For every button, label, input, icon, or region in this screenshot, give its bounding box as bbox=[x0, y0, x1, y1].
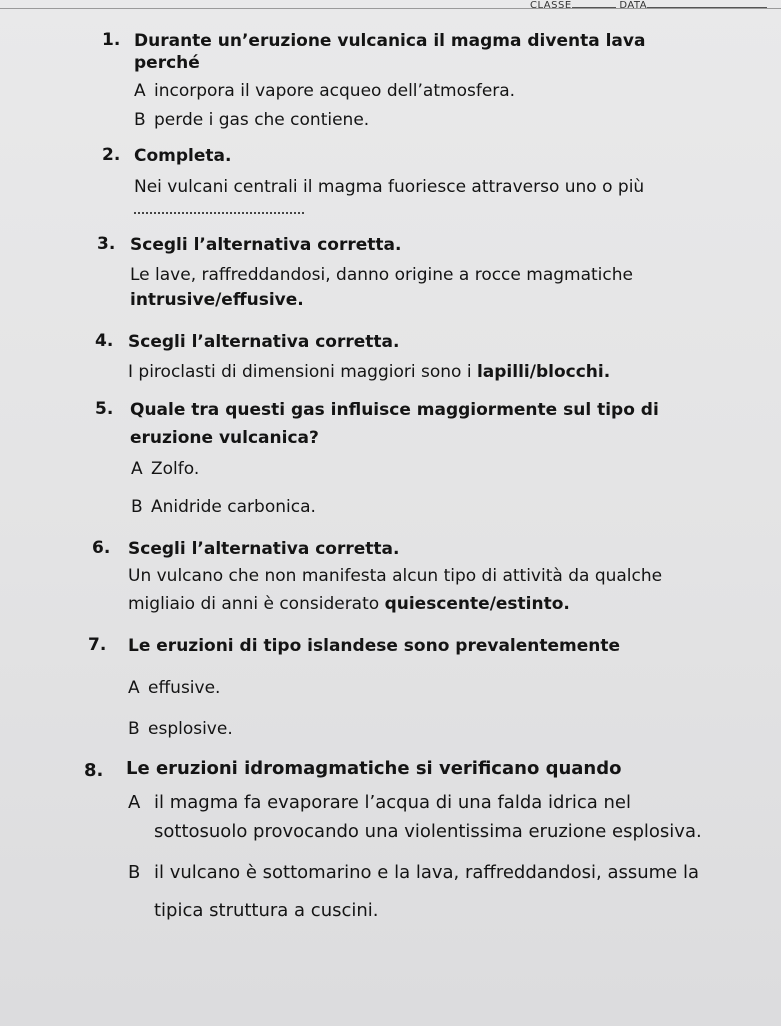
question-number: 7. bbox=[88, 635, 107, 655]
question-title-cont: eruzione vulcanica? bbox=[130, 428, 319, 448]
option-a bbox=[128, 677, 220, 699]
option-letter: B bbox=[128, 862, 141, 883]
option-text-cont: sottosuolo provocando una violentissima eruzione esplosiva. bbox=[154, 821, 702, 842]
answer-choice[interactable]: intrusive/effusive. bbox=[130, 290, 304, 310]
option-a bbox=[128, 791, 631, 815]
option-text: effusive. bbox=[148, 678, 221, 698]
question-body: Un vulcano che non manifesta alcun tipo di attività da qualche bbox=[128, 566, 663, 586]
question-title: Scegli l’alternativa corretta. bbox=[128, 332, 400, 352]
data-label: DATA bbox=[619, 0, 648, 11]
question-title: Scegli l’alternativa corretta. bbox=[128, 539, 400, 559]
option-letter: B bbox=[128, 719, 140, 739]
option-letter: A bbox=[128, 678, 140, 698]
option-text: Anidride carbonica. bbox=[151, 497, 316, 517]
option-text-cont: tipica struttura a cuscini. bbox=[154, 900, 379, 921]
option-a bbox=[134, 80, 515, 102]
classe-blank bbox=[572, 7, 616, 8]
option-text: esplosive. bbox=[148, 719, 233, 739]
option-text: incorpora il vapore acqueo dell’atmosfera. bbox=[154, 81, 516, 101]
data-blank bbox=[647, 7, 767, 8]
question-number: 8. bbox=[84, 760, 104, 781]
answer-choice[interactable]: quiescente/estinto. bbox=[384, 594, 570, 614]
question-number: 4. bbox=[95, 331, 114, 351]
question-body: Le lave, raffreddandosi, danno origine a rocce magmatiche bbox=[130, 265, 633, 285]
option-a bbox=[131, 458, 199, 480]
page-header bbox=[530, 0, 767, 11]
option-letter: B bbox=[134, 110, 146, 130]
option-text: perde i gas che contiene. bbox=[154, 110, 370, 130]
classe-label: CLASSE bbox=[530, 0, 572, 11]
option-b bbox=[128, 718, 233, 740]
option-b bbox=[131, 496, 316, 518]
question-title: Le eruzioni idromagmatiche si verificano quando bbox=[126, 758, 622, 779]
question-title-cont: perché bbox=[134, 53, 200, 73]
body-text: I piroclasti di dimensioni maggiori sono i bbox=[128, 362, 477, 382]
question-body-cont bbox=[128, 593, 570, 615]
option-letter: B bbox=[131, 497, 143, 517]
option-text: Zolfo. bbox=[151, 459, 200, 479]
question-title: Completa. bbox=[134, 146, 232, 166]
question-title: Quale tra questi gas influisce maggiormente sul tipo di bbox=[130, 400, 659, 420]
option-letter: A bbox=[131, 459, 143, 479]
question-body: Nei vulcani centrali il magma fuoriesce attraverso uno o più bbox=[134, 177, 645, 197]
option-text: il magma fa evaporare l’acqua di una falda idrica nel bbox=[154, 792, 631, 813]
option-b bbox=[134, 109, 369, 131]
question-number: 2. bbox=[102, 145, 121, 165]
option-b bbox=[128, 861, 699, 885]
question-title: Scegli l’alternativa corretta. bbox=[130, 235, 402, 255]
question-number: 5. bbox=[95, 399, 114, 419]
option-letter: A bbox=[128, 792, 141, 813]
option-letter: A bbox=[134, 81, 146, 101]
fill-in-blank[interactable] bbox=[134, 202, 304, 214]
question-body bbox=[128, 361, 610, 383]
option-text: il vulcano è sottomarino e la lava, raffreddandosi, assume la bbox=[154, 862, 700, 883]
body-text: migliaio di anni è considerato bbox=[128, 594, 385, 614]
question-number: 6. bbox=[92, 538, 111, 558]
question-number: 1. bbox=[102, 30, 121, 50]
answer-choice[interactable]: lapilli/blocchi. bbox=[476, 362, 611, 382]
question-title: Durante un’eruzione vulcanica il magma diventa lava bbox=[134, 31, 646, 51]
question-title: Le eruzioni di tipo islandese sono prevalentemente bbox=[128, 636, 621, 656]
question-number: 3. bbox=[97, 234, 116, 254]
